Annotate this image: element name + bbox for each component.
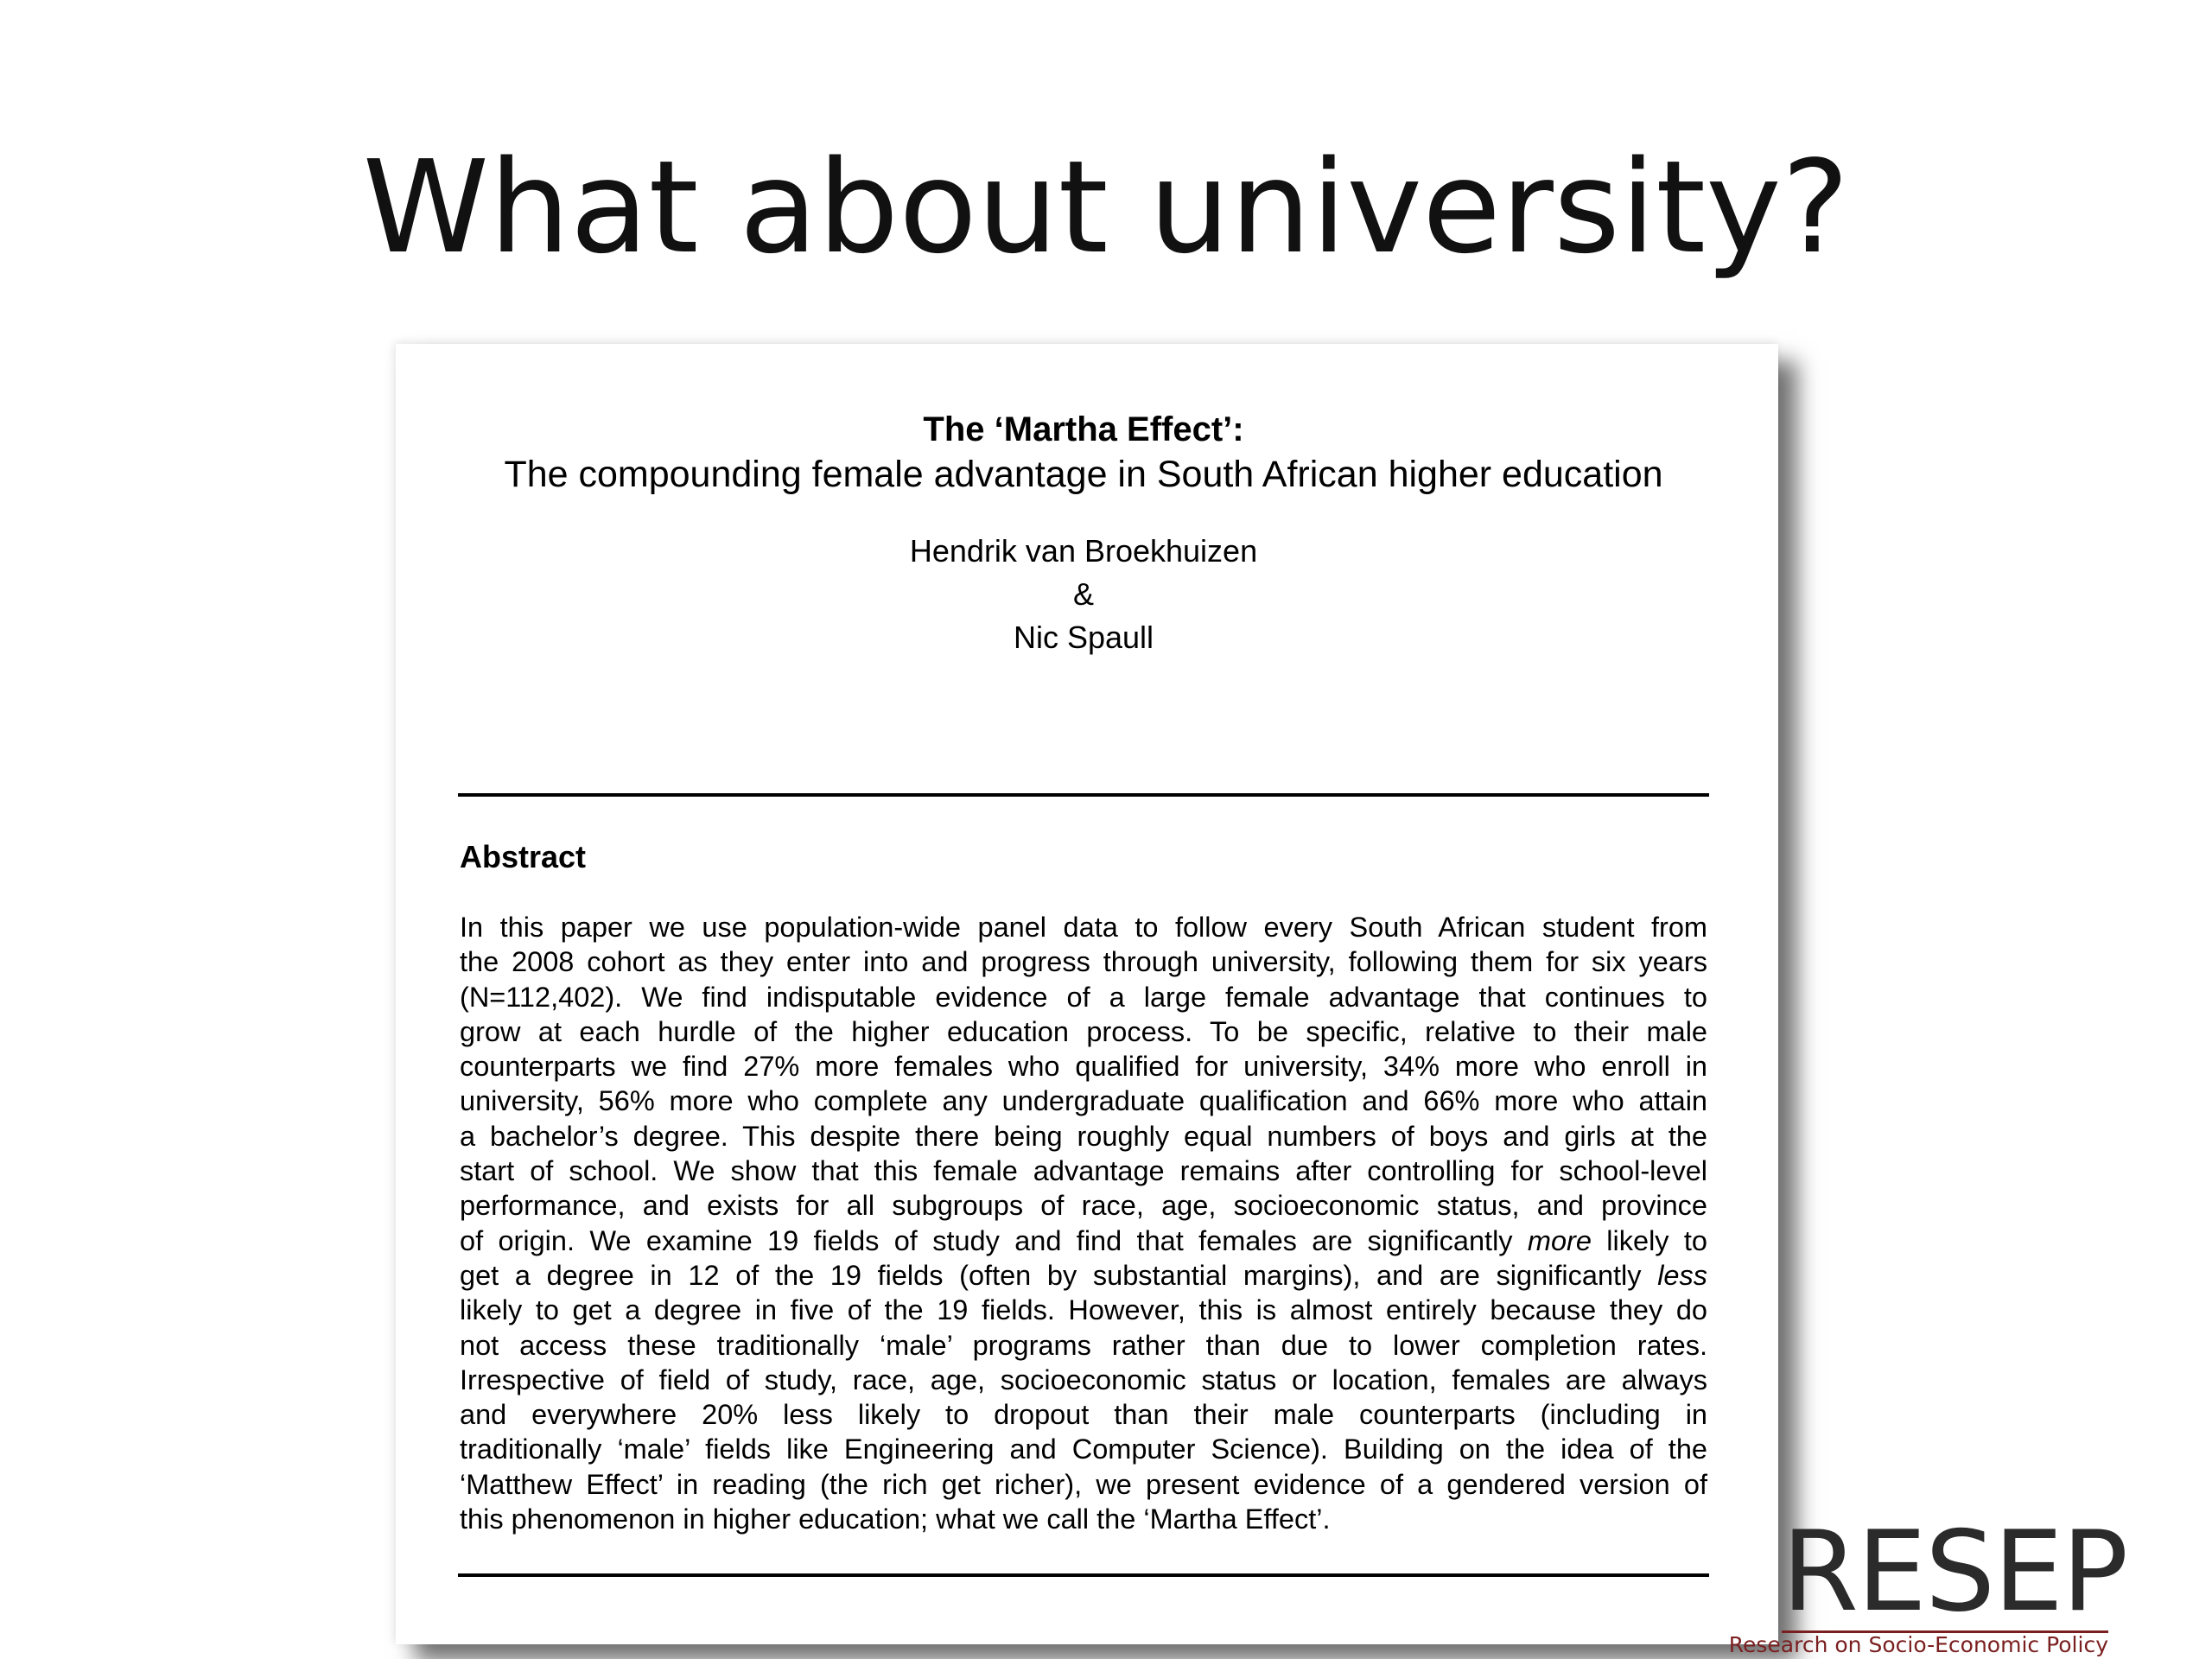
paper-screenshot xyxy=(396,344,1778,1644)
abstract-line: performance, and exists for all subgroups of race, age, socioeconomic status, and province xyxy=(460,1190,1707,1222)
abstract-line: ‘Matthew Effect’ in reading (the rich get richer), we present evidence of a gendered version of xyxy=(460,1468,1707,1500)
abstract-line: and everywhere 20% less likely to dropout than their male counterparts (including in xyxy=(460,1399,1707,1431)
abstract-heading: Abstract xyxy=(460,839,587,874)
bottom-divider xyxy=(458,1573,1709,1577)
slide-title: What about university? xyxy=(362,133,1850,282)
author-separator: & xyxy=(1072,576,1094,612)
abstract-body xyxy=(460,910,1707,1536)
abstract-line: of origin. We examine 19 fields of study and find that females are significantly more likely to xyxy=(460,1224,1707,1256)
abstract-line: Irrespective of field of study, race, age, socioeconomic status or location, females are always xyxy=(460,1363,1707,1395)
abstract-line: university, 56% more who complete any undergraduate qualification and 66% more who attain xyxy=(460,1085,1707,1117)
paper-title: The ‘Martha Effect’: xyxy=(923,410,1244,448)
abstract-line: the 2008 cohort as they enter into and progress through university, following them for six years xyxy=(460,946,1707,978)
abstract-line: likely to get a degree in five of the 19 fields. However, this is almost entirely because they do xyxy=(460,1294,1707,1326)
abstract-line: get a degree in 12 of the 19 fields (often by substantial margins), and are significantly less xyxy=(460,1259,1707,1291)
abstract-line: this phenomenon in higher education; what we call the ‘Martha Effect’. xyxy=(460,1503,1331,1535)
logo-tagline: Research on Socio-Economic Policy xyxy=(1728,1632,2108,1657)
author-1: Hendrik van Broekhuizen xyxy=(909,533,1258,569)
abstract-line: start of school. We show that this female advantage remains after controlling for school-level xyxy=(460,1155,1707,1187)
resep-logo xyxy=(1719,1508,2127,1659)
abstract-line: grow at each hurdle of the higher education process. To be specific, relative to their male xyxy=(460,1015,1707,1047)
paper-authors xyxy=(458,530,1709,659)
logo-wordmark: RESEP xyxy=(1782,1508,2127,1637)
abstract-line: traditionally ‘male’ fields like Engineering and Computer Science). Building on the idea of the xyxy=(460,1433,1707,1465)
abstract-line: counterparts we find 27% more females who qualified for university, 34% more who enroll in xyxy=(460,1051,1707,1083)
top-divider xyxy=(458,793,1709,797)
author-2: Nic Spaull xyxy=(1013,620,1154,655)
paper-subtitle: The compounding female advantage in South African higher education xyxy=(504,454,1663,495)
abstract-line: (N=112,402). We find indisputable evidence of a large female advantage that continues to xyxy=(460,981,1707,1013)
abstract-line: not access these traditionally ‘male’ programs rather than due to lower completion rates. xyxy=(460,1329,1707,1361)
abstract-line: a bachelor’s degree. This despite there being roughly equal numbers of boys and girls at the xyxy=(460,1120,1707,1152)
abstract-line: In this paper we use population-wide panel data to follow every South African student from xyxy=(460,912,1707,943)
